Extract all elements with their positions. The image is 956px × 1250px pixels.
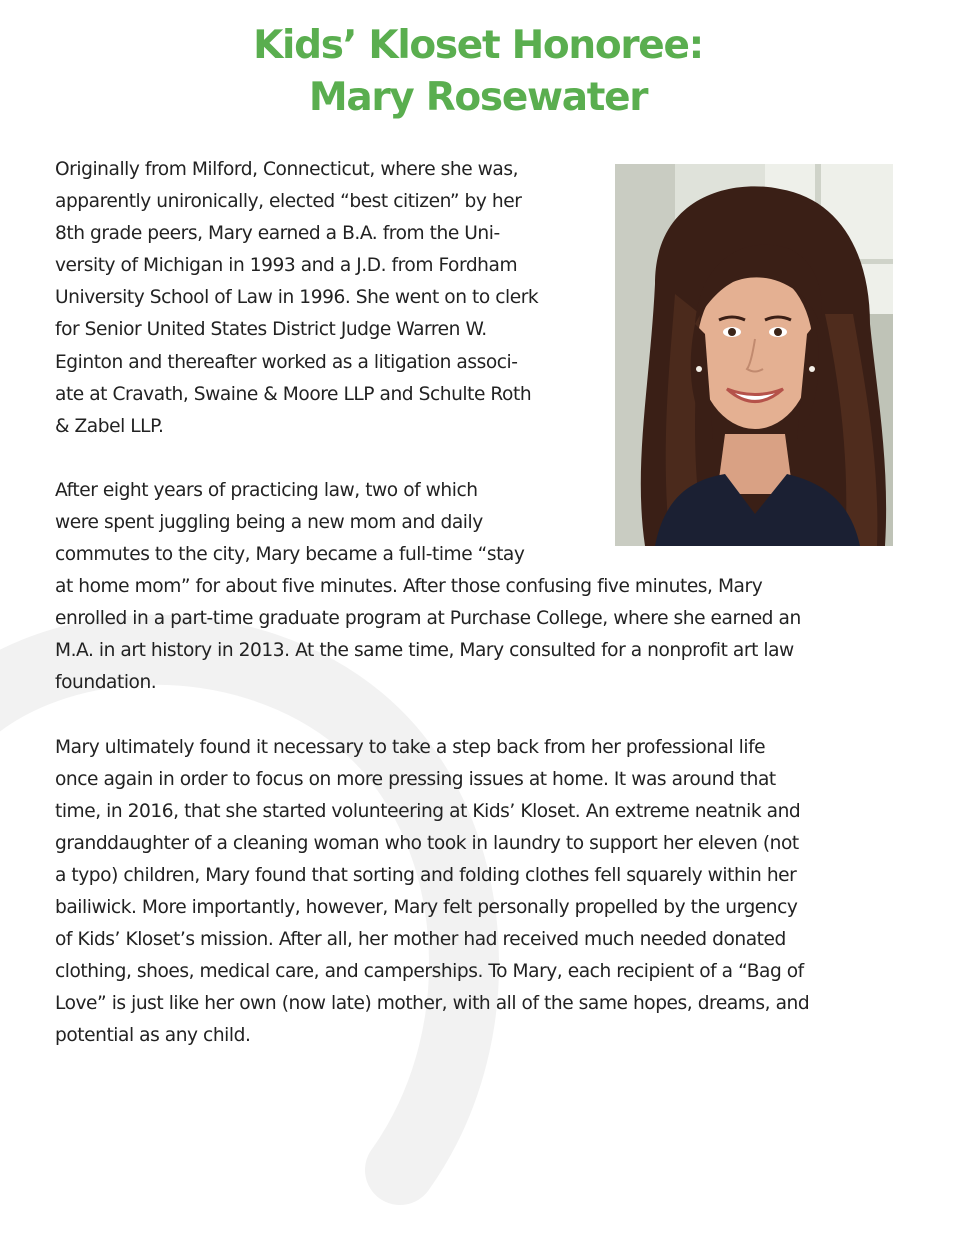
text-line: were spent juggling being a new mom and daily <box>55 511 483 533</box>
text-line: Mary ultimately found it necessary to take a step back from her professional life <box>55 736 766 758</box>
text-line: Love” is just like her own (now late) mother, with all of the same hopes, dreams, and <box>55 993 810 1015</box>
text-line: Originally from Milford, Connecticut, where she was, <box>55 159 519 180</box>
text-line: After eight years of practicing law, two of which <box>55 479 478 501</box>
title-line-2: Mary Rosewater <box>308 75 648 120</box>
text-line: bailiwick. More importantly, however, Mary felt personally propelled by the urgency <box>55 896 798 918</box>
bio-paragraph-1 <box>55 154 905 443</box>
text-line: 8th grade peers, Mary earned a B.A. from the Uni- <box>55 223 500 245</box>
bio-paragraph-2 <box>55 475 905 700</box>
text-line: Eginton and thereafter worked as a litigation associ- <box>55 351 518 373</box>
text-line: commutes to the city, Mary became a full-time “stay <box>55 544 525 566</box>
text-line: foundation. <box>55 672 157 694</box>
text-line: for Senior United States District Judge Warren W. <box>55 319 487 341</box>
title-line-1: Kids’ Kloset Honoree: <box>253 23 703 68</box>
bio-paragraph-3 <box>55 732 905 1053</box>
text-line: at home mom” for about five minutes. After those confusing five minutes, Mary <box>55 576 763 598</box>
text-line: time, in 2016, that she started volunteering at Kids’ Kloset. An extreme neatnik and <box>55 800 801 822</box>
text-line: potential as any child. <box>55 1025 251 1047</box>
text-line: University School of Law in 1996. She went on to clerk <box>55 287 539 309</box>
text-line: once again in order to focus on more pressing issues at home. It was around that <box>55 768 776 790</box>
text-line: clothing, shoes, medical care, and camperships. To Mary, each recipient of a “Bag of <box>55 961 804 983</box>
text-line: M.A. in art history in 2013. At the same time, Mary consulted for a nonprofit art law <box>55 640 794 662</box>
text-line: a typo) children, Mary found that sorting and folding clothes fell squarely within her <box>55 864 797 886</box>
text-line: of Kids’ Kloset’s mission. After all, her mother had received much needed donated <box>55 929 786 951</box>
text-line: & Zabel LLP. <box>55 415 164 437</box>
text-line: enrolled in a part-time graduate program at Purchase College, where she earned an <box>55 608 801 630</box>
biography-text <box>55 154 905 1052</box>
text-line: ate at Cravath, Swaine & Moore LLP and Schulte Roth <box>55 383 532 405</box>
text-line: versity of Michigan in 1993 and a J.D. from Fordham <box>55 255 518 277</box>
text-line: granddaughter of a cleaning woman who took in laundry to support her eleven (not <box>55 832 799 854</box>
page-title <box>0 20 956 124</box>
text-line: apparently unironically, elected “best citizen” by her <box>55 191 522 213</box>
